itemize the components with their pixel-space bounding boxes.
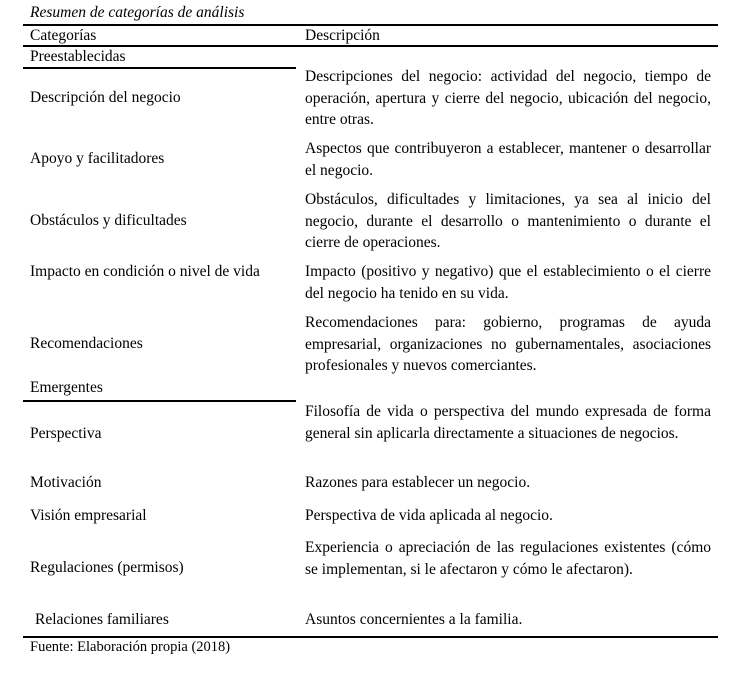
- category-cell: Apoyo y facilitadores: [30, 150, 165, 167]
- category-cell: Recomendaciones: [30, 335, 143, 352]
- header-bottom-rule: [23, 45, 718, 47]
- category-cell: Descripción del negocio: [30, 89, 181, 106]
- group-rule-preestablecidas: [23, 67, 296, 69]
- description-cell: Aspectos que contribuyeron a establecer, mantener o desarrollar el negocio.: [305, 140, 711, 179]
- category-cell: Relaciones familiares: [35, 611, 169, 628]
- description-cell: Impacto (positivo y negativo) que el establecimiento o el cierre del negocio ha tenido en su vida.: [305, 263, 711, 302]
- description-cell: Experiencia o apreciación de las regulaciones existentes (cómo se implementan, si le afectaron y cómo le afectaron).: [305, 539, 711, 578]
- description-cell: Razones para establecer un negocio.: [305, 474, 531, 491]
- category-cell: Motivación: [30, 474, 102, 491]
- group-label-emergentes: Emergentes: [30, 379, 103, 396]
- description-cell: Descripciones del negocio: actividad del negocio, tiempo de operación, apertura y cierre del negocio, ubicación del negocio, entre otras.: [305, 68, 711, 128]
- category-cell: Impacto en condición o nivel de vida: [30, 263, 260, 280]
- header-col-categorias: Categorías: [30, 27, 97, 44]
- group-rule-emergentes: [23, 400, 296, 402]
- description-cell: Obstáculos, dificultades y limitaciones, ya sea al inicio del negocio, durante el desarrollo o mantenimiento o durante el cierre de operaciones.: [305, 191, 711, 251]
- description-cell: Recomendaciones para: gobierno, programas de ayuda empresarial, organizaciones no gubernamentales, asociaciones profesionales y nuevos comerciantes.: [305, 314, 711, 374]
- category-cell: Obstáculos y dificultades: [30, 212, 187, 229]
- header-col-descripcion: Descripción: [305, 27, 380, 44]
- description-cell: Asuntos concernientes a la familia.: [305, 611, 523, 628]
- group-label-preestablecidas: Preestablecidas: [30, 48, 126, 65]
- description-cell: Perspectiva de vida aplicada al negocio.: [305, 507, 553, 524]
- category-cell: Regulaciones (permisos): [30, 559, 184, 576]
- category-cell: Visión empresarial: [30, 507, 147, 524]
- table-caption: Resumen de categorías de análisis: [30, 4, 245, 21]
- table-source-note: Fuente: Elaboración propia (2018): [30, 639, 231, 655]
- description-cell: Filosofía de vida o perspectiva del mundo expresada de forma general sin aplicarla directamente a situaciones de negocios.: [305, 403, 711, 442]
- category-cell: Perspectiva: [30, 425, 102, 442]
